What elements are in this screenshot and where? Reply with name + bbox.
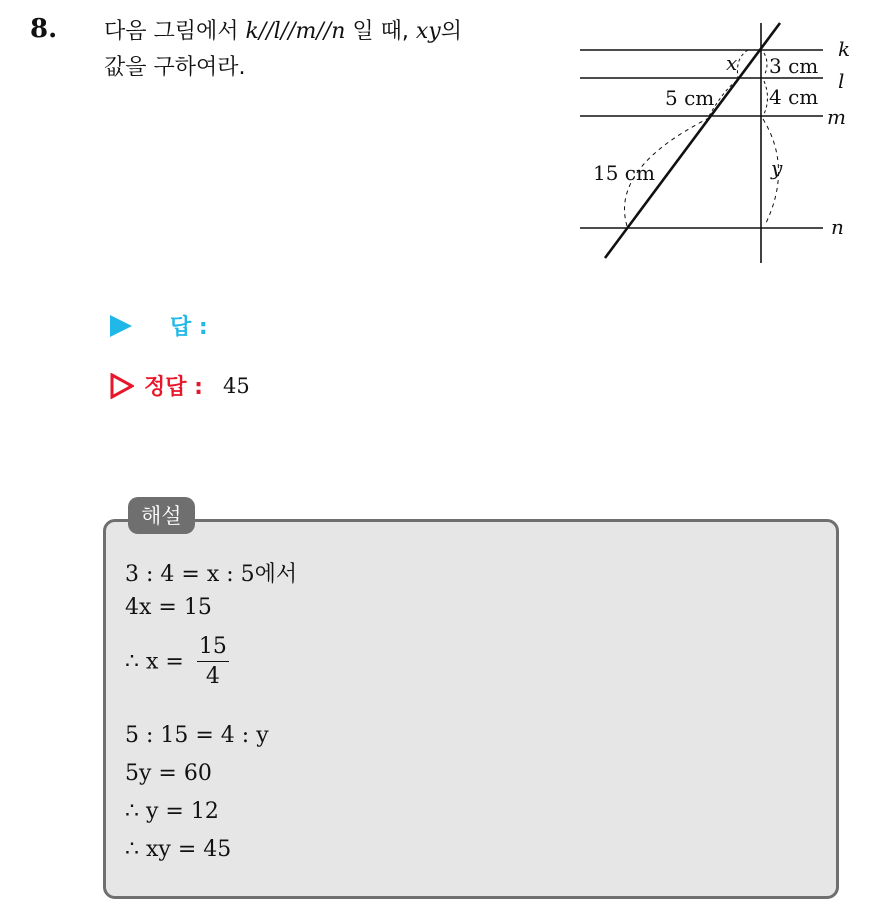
question-line-2: 값을 구하여라.	[104, 55, 246, 80]
fraction-x	[197, 633, 229, 692]
question-suffix: 의	[440, 19, 462, 44]
solution-tag: 해설	[128, 497, 195, 534]
label-x: x	[726, 51, 738, 75]
fraction-denominator: 4	[205, 664, 220, 689]
outline-arrow-icon	[110, 373, 134, 399]
label-m: m	[827, 105, 846, 129]
play-arrow-icon	[110, 315, 132, 337]
ratio-equation-1: 3 : 4 = x : 5	[125, 562, 255, 587]
parallel-lines-figure	[575, 18, 855, 268]
solution-line-4: 5 : 15 = 4 : y	[125, 723, 269, 748]
slanted-transversal	[605, 23, 780, 258]
question-mid: 일 때,	[345, 19, 416, 44]
label-5cm: 5 cm	[665, 86, 715, 110]
solution-line-1	[125, 557, 297, 588]
label-4cm: 4 cm	[769, 85, 819, 109]
solution-line-3	[125, 633, 229, 692]
solution-line-7: ∴ xy = 45	[125, 837, 232, 862]
label-y: y	[771, 156, 783, 180]
label-15cm: 15 cm	[593, 161, 655, 185]
solution-line-5: 5y = 60	[125, 761, 212, 786]
label-n: n	[831, 215, 844, 239]
label-3cm: 3 cm	[769, 54, 819, 78]
brace-3cm	[764, 53, 767, 76]
question-prefix: 다음 그림에서	[104, 19, 246, 44]
solution-line-6: ∴ y = 12	[125, 799, 219, 824]
parallel-notation: k//l//m//n	[245, 19, 346, 44]
correct-answer-label: 정답 :	[144, 375, 203, 400]
label-k: k	[838, 37, 851, 61]
brace-4cm	[764, 81, 768, 114]
correct-answer-row	[110, 370, 250, 401]
product-notation: xy	[415, 19, 441, 44]
label-l: l	[838, 69, 845, 93]
solution-line-2: 4x = 15	[125, 595, 212, 620]
question-line-1	[104, 14, 554, 50]
solution-connector: 에서	[254, 562, 298, 587]
therefore-x: ∴ x =	[125, 649, 191, 675]
answer-label: 답 :	[170, 315, 208, 340]
question-number: 8.	[30, 14, 58, 44]
fraction-numerator: 15	[197, 633, 229, 662]
question-text	[104, 14, 554, 86]
answer-row	[110, 310, 208, 341]
correct-answer-value: 45	[222, 373, 250, 398]
